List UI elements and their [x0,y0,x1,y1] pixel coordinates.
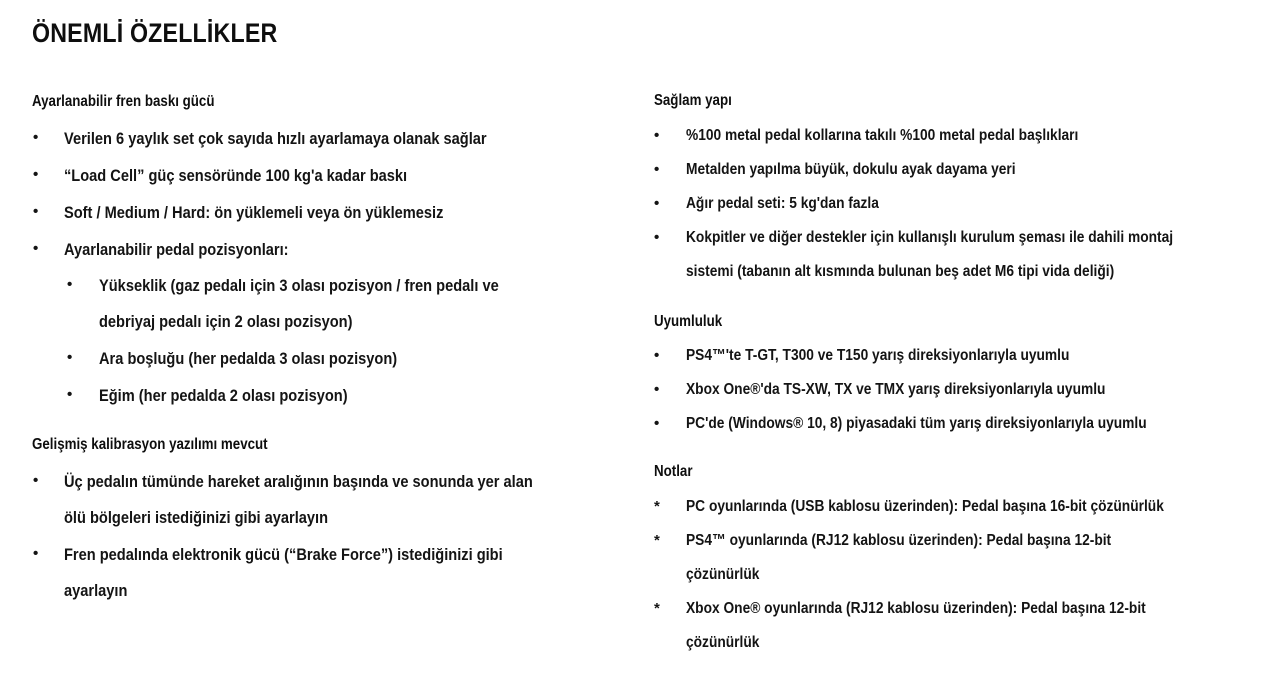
note-item: PC oyunlarında (USB kablosu üzerinden): Pedal başına 16-bit çözünürlük [686,498,1164,515]
note-item-continuation: çözünürlük [686,634,760,651]
list-item-continuation: ayarlayın [64,581,128,600]
bullet-icon: • [33,129,39,146]
list-item: Metalden yapılma büyük, dokulu ayak dayama yeri [686,161,1016,178]
bullet-icon: • [33,166,39,183]
list-item-continuation: ölü bölgeleri istediğinizi gibi ayarlayın [64,508,329,527]
asterisk-icon: * [654,498,660,515]
asterisk-icon: * [654,532,660,549]
bullet-icon: • [33,472,39,489]
sub-list-item: Eğim (her pedalda 2 olası pozisyon) [99,386,348,405]
bullet-icon: • [654,415,660,432]
sub-list-item: Ara boşluğu (her pedalda 3 olası pozisyon) [99,349,398,368]
list-item-continuation: sistemi (tabanın alt kısmında bulunan beş adet M6 tipi vida deliği) [686,263,1115,280]
list-item: Fren pedalında elektronik gücü (“Brake Force”) istediğinizi gibi [64,545,503,564]
sub-bullet-icon: • [67,349,73,366]
list-item: “Load Cell” güç sensöründe 100 kg'a kadar baskı [64,166,408,185]
bullet-icon: • [33,240,39,257]
bullet-icon: • [654,381,660,398]
section-heading-adjustable-brake: Ayarlanabilir fren baskı gücü [32,93,215,110]
bullet-icon: • [33,203,39,220]
note-item: Xbox One® oyunlarında (RJ12 kablosu üzerinden): Pedal başına 12-bit [686,600,1146,617]
list-item: %100 metal pedal kollarına takılı %100 metal pedal başlıkları [686,127,1079,144]
sub-list-item: Yükseklik (gaz pedalı için 3 olası pozisyon / fren pedalı ve [99,276,499,295]
list-item: Kokpitler ve diğer destekler için kullanışlı kurulum şeması ile dahili montaj [686,229,1174,246]
list-item: Soft / Medium / Hard: ön yüklemeli veya ön yüklemesiz [64,203,444,222]
list-item: Üç pedalın tümünde hareket aralığının başında ve sonunda yer alan [64,472,533,491]
section-heading-compatibility: Uyumluluk [654,313,723,330]
list-item: Ayarlanabilir pedal pozisyonları: [64,240,289,259]
bullet-icon: • [654,127,660,144]
page-title: ÖNEMLİ ÖZELLİKLER [32,18,278,48]
list-item: Verilen 6 yaylık set çok sayıda hızlı ayarlamaya olanak sağlar [64,129,487,148]
bullet-icon: • [654,229,660,246]
list-item: Ağır pedal seti: 5 kg'dan fazla [686,195,879,212]
section-heading-calibration: Gelişmiş kalibrasyon yazılımı mevcut [32,436,268,453]
list-item: PS4™'te T-GT, T300 ve T150 yarış direksiyonlarıyla uyumlu [686,347,1070,364]
list-item: Xbox One®'da TS-XW, TX ve TMX yarış direksiyonlarıyla uyumlu [686,381,1106,398]
note-item-continuation: çözünürlük [686,566,760,583]
sub-list-item-continuation: debriyaj pedalı için 2 olası pozisyon) [99,312,353,331]
bullet-icon: • [33,545,39,562]
asterisk-icon: * [654,600,660,617]
section-heading-solid-build: Sağlam yapı [654,92,732,109]
list-item: PC'de (Windows® 10, 8) piyasadaki tüm yarış direksiyonlarıyla uyumlu [686,415,1147,432]
note-item: PS4™ oyunlarında (RJ12 kablosu üzerinden): Pedal başına 12-bit [686,532,1112,549]
bullet-icon: • [654,161,660,178]
bullet-icon: • [654,347,660,364]
section-heading-notes: Notlar [654,463,693,480]
sub-bullet-icon: • [67,276,73,293]
bullet-icon: • [654,195,660,212]
sub-bullet-icon: • [67,386,73,403]
